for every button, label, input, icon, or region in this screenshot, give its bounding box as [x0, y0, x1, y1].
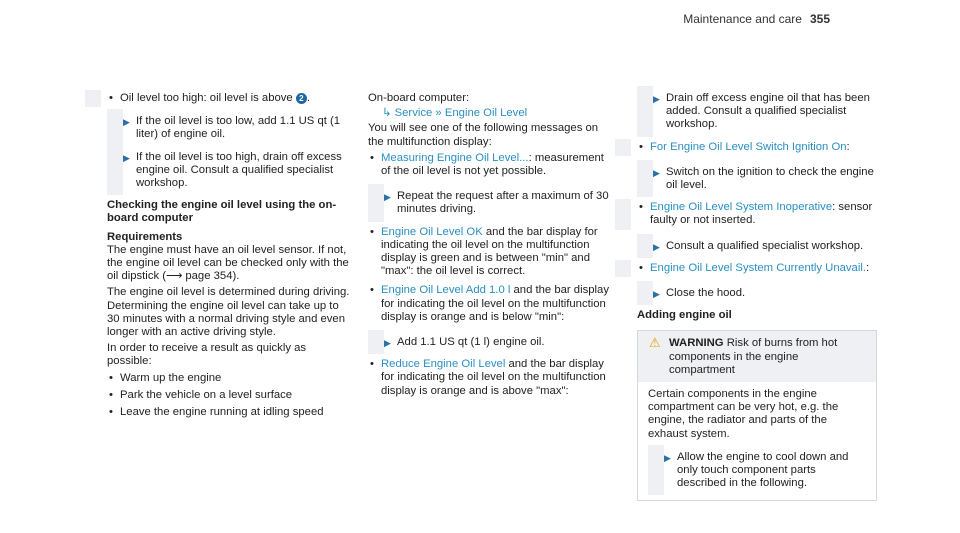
warning-text: Certain components in the engine compartment can be very hot, e.g. the engine, the radiator and parts of the exhaust system. — [648, 388, 839, 440]
step-repeat-request: ▶ Repeat the request after a maximum of 30 minutes driving. — [368, 190, 613, 216]
onboard-computer-intro: On-board computer: — [368, 92, 470, 104]
paragraph-messages: You will see one of the following messages on the multifunction display: — [368, 122, 599, 148]
requirements-text: The engine must have an oil level sensor. If not, the engine oil level can be checked only with the oil dipstick (⟶ page 354). — [107, 243, 349, 283]
step-arrow-icon: ▶ — [664, 452, 671, 463]
paragraph-determination: The engine oil level is determined during driving. Determining the engine oil level can take up to 30 minutes with a normal driving style and even longer with an active driving style. — [107, 286, 350, 339]
step-close-hood: ▶ Close the hood. — [637, 287, 877, 300]
message-add-oil: • Engine Oil Level Add 1.0 l and the bar display for indicating the oil level on the multifunction display is orange and is below "min": — [368, 284, 613, 324]
step-arrow-icon: ▶ — [123, 152, 130, 163]
message-currently-unavailable: • Engine Oil Level System Currently Unavail.: — [637, 262, 877, 275]
menu-service-link[interactable]: Service — [394, 107, 433, 120]
section-title: Maintenance and care — [683, 12, 802, 26]
bullet-oil-high: • Oil level too high: oil level is above 2 . — [107, 92, 352, 105]
paragraph-quick-result: In order to receive a result as quickly as possible: — [107, 342, 307, 368]
nav-chevron-icon: » — [435, 107, 442, 120]
column-2 — [368, 92, 613, 398]
page-reference-arrow-icon: ⟶ — [166, 270, 183, 283]
column-1 — [107, 92, 352, 419]
warning-body — [638, 382, 876, 500]
message-switch-ignition: • For Engine Oil Level Switch Ignition On: — [637, 141, 877, 154]
menu-path — [382, 107, 613, 120]
warning-triangle-icon: ⚠ — [649, 335, 661, 351]
callout-number-icon: 2 — [296, 93, 307, 104]
nav-return-icon: ↳ — [382, 107, 392, 120]
step-arrow-icon: ▶ — [653, 167, 660, 178]
step-arrow-icon: ▶ — [384, 192, 391, 203]
step-drain-excess: ▶ Drain off excess engine oil that has been added. Consult a qualified specialist workshop. — [637, 92, 877, 132]
step-arrow-icon: ▶ — [653, 241, 660, 252]
list-item: • Park the vehicle on a level surface — [107, 389, 352, 402]
message-measuring: • Measuring Engine Oil Level...: measurement of the oil level is not yet possible. — [368, 152, 613, 178]
warning-box — [637, 330, 877, 501]
section-heading: Adding engine oil — [637, 309, 732, 322]
step-arrow-icon: ▶ — [384, 338, 391, 349]
step-consult-workshop: ▶ Consult a qualified specialist workshop. — [637, 240, 877, 253]
warning-header — [638, 331, 876, 382]
warning-label: WARNING — [669, 337, 724, 350]
menu-engine-oil-level-link[interactable]: Engine Oil Level — [444, 107, 528, 120]
message-level-ok: • Engine Oil Level OK and the bar display for indicating the oil level on the multifunction display is green and is between "min" and "max": the oil level is correct. — [368, 226, 613, 279]
step-allow-cool: ▶ Allow the engine to cool down and only touch component parts described in the following. — [648, 451, 866, 491]
step-arrow-icon: ▶ — [123, 117, 130, 128]
page-number: 355 — [809, 12, 830, 26]
step-switch-on-ignition: ▶ Switch on the ignition to check the engine oil level. — [637, 166, 877, 192]
page-header — [683, 12, 830, 26]
step-arrow-icon: ▶ — [653, 289, 660, 300]
step-drain-oil: ▶ If the oil level is too high, drain off excess engine oil. Consult a qualified specialist workshop. — [107, 151, 352, 191]
message-reduce-oil: • Reduce Engine Oil Level and the bar display for indicating the oil level on the multifunction display is orange and is above "max": — [368, 358, 613, 398]
list-item: • Leave the engine running at idling speed — [107, 406, 352, 419]
column-3 — [637, 92, 877, 501]
section-heading: Checking the engine oil level using the on-board computer — [107, 199, 337, 225]
step-arrow-icon: ▶ — [653, 94, 660, 104]
page-reference-link[interactable]: page 354). — [185, 270, 240, 283]
step-add-oil: ▶ If the oil level is too low, add 1.1 US qt (1 liter) of engine oil. — [107, 115, 352, 141]
list-item: • Warm up the engine — [107, 372, 352, 385]
warning-title: Risk of burns from hot components in the engine compartment — [669, 337, 838, 376]
step-add-engine-oil: ▶ Add 1.1 US qt (1 l) engine oil. — [368, 336, 613, 349]
message-system-inoperative: • Engine Oil Level System Inoperative: sensor faulty or not inserted. — [637, 201, 877, 227]
requirements-heading: Requirements — [107, 230, 183, 243]
